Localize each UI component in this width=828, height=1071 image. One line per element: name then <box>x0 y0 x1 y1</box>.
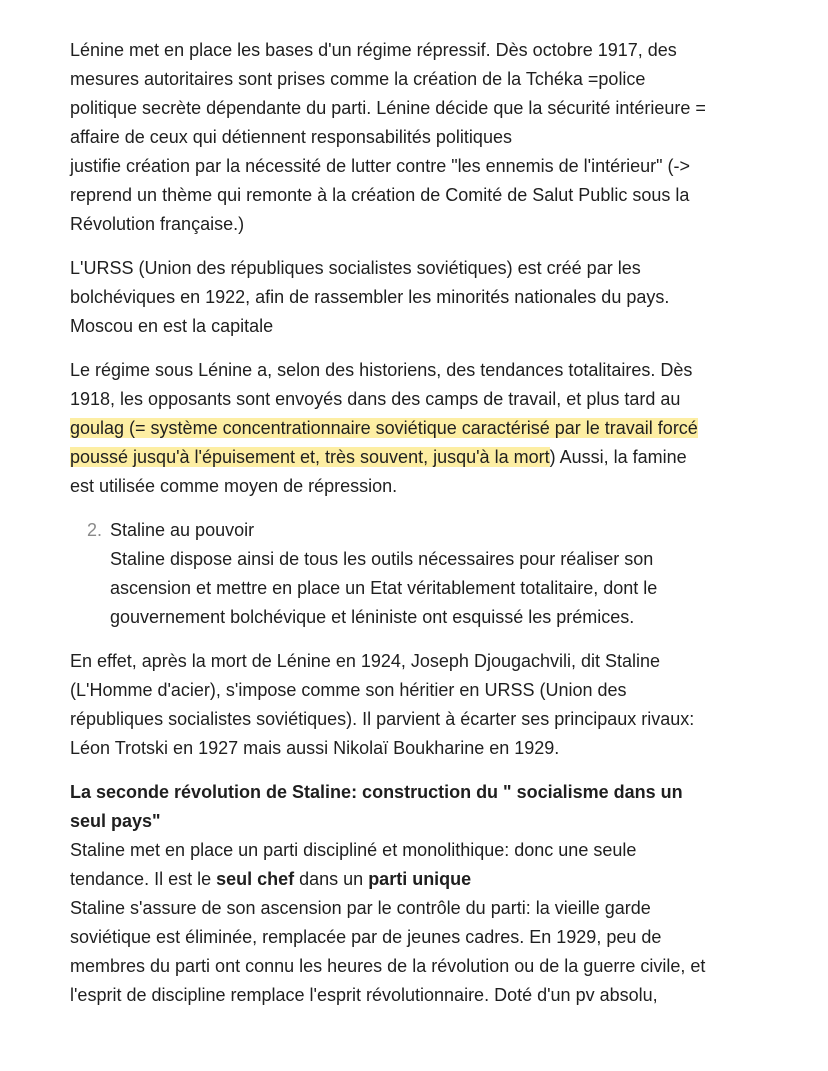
list-item-title: Staline au pouvoir <box>110 520 255 540</box>
list-number: 2. <box>87 520 103 540</box>
highlighted-text: poussé jusqu'à l'épuisement et, très souvent, jusqu'à la mort <box>70 447 550 467</box>
text-line: soviétique est éliminée, remplacée par de jeunes cadres. En 1929, peu de <box>70 927 662 947</box>
text-line: républiques socialistes soviétiques). Il parvient à écarter ses principaux rivaux: <box>70 709 695 729</box>
paragraph-totalitarian-tendencies <box>70 356 770 501</box>
text-line: 1918, les opposants sont envoyés dans des camps de travail, et plus tard au <box>70 389 681 409</box>
text-line: justifie création par la nécessité de lutter contre "les ennemis de l'intérieur" (-> <box>70 156 691 176</box>
text-line: l'esprit de discipline remplace l'esprit révolutionnaire. Doté d'un pv absolu, <box>70 985 658 1005</box>
text-line: ascension et mettre en place un Etat véritablement totalitaire, dont le <box>110 578 658 598</box>
numbered-list-item <box>70 516 770 632</box>
text-line: est utilisée comme moyen de répression. <box>70 476 398 496</box>
paragraph-staline-succession <box>70 647 770 763</box>
text-line: membres du parti ont connu les heures de la révolution ou de la guerre civile, et <box>70 956 706 976</box>
section-second-revolution <box>70 778 770 1010</box>
highlighted-text: goulag (= système concentrationnaire soviétique caractérisé par le travail forcé <box>70 418 698 438</box>
text-line: mesures autoritaires sont prises comme la création de la Tchéka =police <box>70 69 646 89</box>
paragraph-lenine-repression <box>70 36 770 239</box>
text-fragment: ) Aussi, la famine <box>549 447 687 467</box>
text-line: En effet, après la mort de Lénine en 1924, Joseph Djougachvili, dit Staline <box>70 651 661 671</box>
text-fragment: dans un <box>294 869 369 889</box>
bold-text: parti unique <box>368 869 472 889</box>
text-line: Le régime sous Lénine a, selon des historiens, des tendances totalitaires. Dès <box>70 360 693 380</box>
text-line <box>70 414 770 443</box>
text-line: reprend un thème qui remonte à la création de Comité de Salut Public sous la <box>70 185 690 205</box>
text-line: (L'Homme d'acier), s'impose comme son héritier en URSS (Union des <box>70 680 627 700</box>
text-line: Moscou en est la capitale <box>70 316 274 336</box>
document-body <box>70 36 770 1010</box>
text-line: L'URSS (Union des républiques socialistes soviétiques) est créé par les <box>70 258 641 278</box>
text-line: Staline dispose ainsi de tous les outils nécessaires pour réaliser son <box>110 549 654 569</box>
text-line: affaire de ceux qui détiennent responsabilités politiques <box>70 127 512 147</box>
text-line: Lénine met en place les bases d'un régime répressif. Dès octobre 1917, des <box>70 40 677 60</box>
section-heading: seul pays" <box>70 811 161 831</box>
text-line: politique secrète dépendante du parti. Lénine décide que la sécurité intérieure = <box>70 98 706 118</box>
section-heading: La seconde révolution de Staline: construction du " socialisme dans un <box>70 782 683 802</box>
paragraph-urss <box>70 254 770 341</box>
bold-text: seul chef <box>216 869 295 889</box>
text-fragment: tendance. Il est le <box>70 869 217 889</box>
text-line: bolchéviques en 1922, afin de rassembler les minorités nationales du pays. <box>70 287 670 307</box>
text-line: Révolution française.) <box>70 214 245 234</box>
text-line: gouvernement bolchévique et léniniste ont esquissé les prémices. <box>110 607 635 627</box>
text-line <box>70 443 770 472</box>
text-line: Staline met en place un parti discipliné et monolithique: donc une seule <box>70 840 637 860</box>
text-line: Léon Trotski en 1927 mais aussi Nikolaï Boukharine en 1929. <box>70 738 560 758</box>
text-line: Staline s'assure de son ascension par le contrôle du parti: la vieille garde <box>70 898 651 918</box>
text-line <box>70 865 770 894</box>
